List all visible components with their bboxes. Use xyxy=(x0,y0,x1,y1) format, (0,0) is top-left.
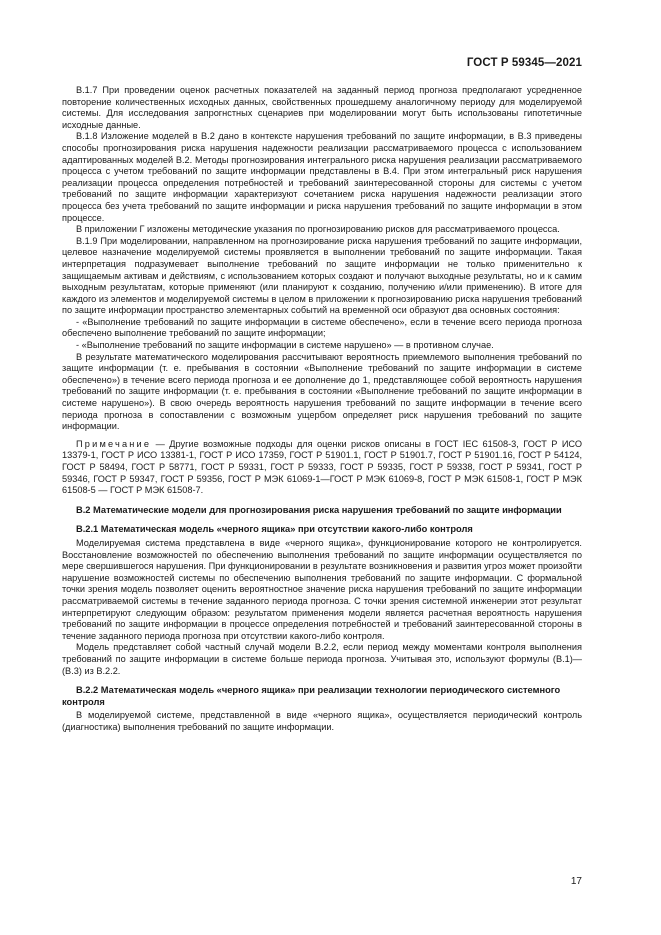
list-item-state-ensured: - «Выполнение требований по защите информации в системе обеспечено», если в течение всего периода прогноза обеспечено выполнение требований по защите информации; xyxy=(62,316,582,339)
section-title-b-2-1: В.2.1 Математическая модель «черного ящика» при отсутствии какого-либо контроля xyxy=(76,524,473,535)
standard-designation: ГОСТ Р 59345—2021 xyxy=(466,57,582,69)
note-text: — Другие возможные подходы для оценки рисков описаны в ГОСТ IEC 61508-3, ГОСТ Р ИСО 13379-1, ГОСТ Р ИСО 13381-1, ГОСТ Р ИСО 17359, ГОСТ Р 51901.1, ГОСТ Р 51901.7, ГОСТ Р 51901.16, ГОСТ Р 54124, ГОСТ Р 58494, ГОСТ Р 58771, ГОСТ Р 59331, ГОСТ Р 59333, ГОСТ Р 59335, ГОСТ Р 59338, ГОСТ Р 59341, ГОСТ Р 59346, ГОСТ Р 59347, ГОСТ Р 59356, ГОСТ Р МЭК 61069-1—ГОСТ Р МЭК 61069-8, ГОСТ Р МЭК 61508-1, ГОСТ Р МЭК 61508-5 — ГОСТ Р МЭК 61508-7. xyxy=(62,438,582,496)
list-item-state-violated: - «Выполнение требований по защите информации в системе нарушено» — в противном случае. xyxy=(76,340,494,351)
paragraph-b-1-7: В.1.7 При проведении оценок расчетных показателей на заданный период прогноза предполагают усредненное повторение количественных исходных данных, свойственных прошедшему аналогичному периоду для моделируемой системы. Для исследования запрогнстных сценариев при моделировании могут быть использованы гипотетичные исходные данные. xyxy=(62,85,582,130)
paragraph-b-2-1-model: Моделируемая система представлена в виде «черного ящика», функционирование которого не контролируется. Восстановление возможностей по обеспечению выполнения требований по защите информации осуществляется по мере свершившегося нарушения. При функционировании в результате возникновения и развития угроз может произойти нарушение возможностей системы по обеспечению выполнения требований по защите информации. С формальной точки зрения модель позволяет оценить вероятностное значение риска нарушения требований по защите информации рассматриваемой системы в течение заданного периода прогноза. С точки зрения системной инженерии этот результат интерпретируют следующим образом: результатом применения модели является расчетная вероятность нарушения требований по защите информации в процессе определения потребностей и требований заинтересованной стороны в течение заданного периода прогноза при отсутствии какого-либо контроля. xyxy=(62,537,582,641)
section-title-b-2: В.2 Математические модели для прогнозирования риска нарушения требований по защите информации xyxy=(76,504,562,515)
paragraph-appendix-ref: В приложении Г изложены методические указания по прогнозированию рисков для рассматриваемого процесса. xyxy=(76,224,560,235)
note xyxy=(62,439,582,497)
paragraph-b-2-1-special-case: Модель представляет собой частный случай модели В.2.2, если период между моментами контроля выполнения требований по защите информации в системе больше периода прогноза. Учитывая это, используют формулы (В.1)—(В.3) из В.2.2. xyxy=(62,642,582,676)
paragraph-b-1-9: В.1.9 При моделировании, направленном на прогнозирование риска нарушения требований по защите информации, целевое назначение моделируемой системы проявляется в выполнении требований по защите информации. Такая интерпретация подразумевает выполнение требований по защите информации не только применительно к защищаемым активам и действиям, с использованием которых создают и получают выходные результаты, но и к самим выходным результатам, которые применяют (или планируют к созданию, получению и/или применению). В итоге для каждого из элементов и моделируемой системы в целом в приложении к прогнозированию риска нарушения требований по защите информации пространство элементарных событий на временной оси образуют два основных состояния: xyxy=(62,235,582,316)
paragraph-b-2-2-intro: В моделируемой системе, представленной в виде «черного ящика», осуществляется периодический контроль (диагностика) выполнения требований по защите информации. xyxy=(62,710,582,732)
paragraph-b-1-8: В.1.8 Изложение моделей в В.2 дано в контексте нарушения требований по защите информации, в В.3 приведены способы прогнозирования риска нарушения надежности реализации рассматриваемого процесса с использованием адаптированных моделей В.2. Методы прогнозирования интегрального риска нарушения реализации рассматриваемого процесса с учетом требований по защите информации представлены в В.4. При этом интегральный риск нарушения реализации процесса определения потребностей и требований заинтересованной стороны для системы с учетом требований по защите информации характеризуют сочетанием риска нарушения надежности реализации этого процесса без учета требований по защите информации и риска нарушения требований по защите информации в этом процессе. xyxy=(62,131,582,223)
note-label: Примечание xyxy=(76,438,152,449)
section-title-b-2-2: В.2.2 Математическая модель «черного ящика» при реализации технологии периодического системного контроля xyxy=(62,685,561,707)
page-number: 17 xyxy=(570,876,582,887)
document-body xyxy=(62,85,582,733)
paragraph-result: В результате математического моделирования рассчитывают вероятность приемлемого выполнения требований по защите информации (т. е. пребывания в состоянии «Выполнение требований по защите информации в системе обеспечено») в течение всего периода прогноза и ее дополнение до 1, представляющее собой вероятность нарушения требований по защите информации (т. е. пребывания в состоянии «Выполнение требований по защите информации в системе нарушено»). В свою очередь вероятность нарушения требований по защите информации в течение всего периода прогноза в сопоставлении с возможным ущербом определяет риск нарушения требований по защите информации. xyxy=(62,351,582,432)
